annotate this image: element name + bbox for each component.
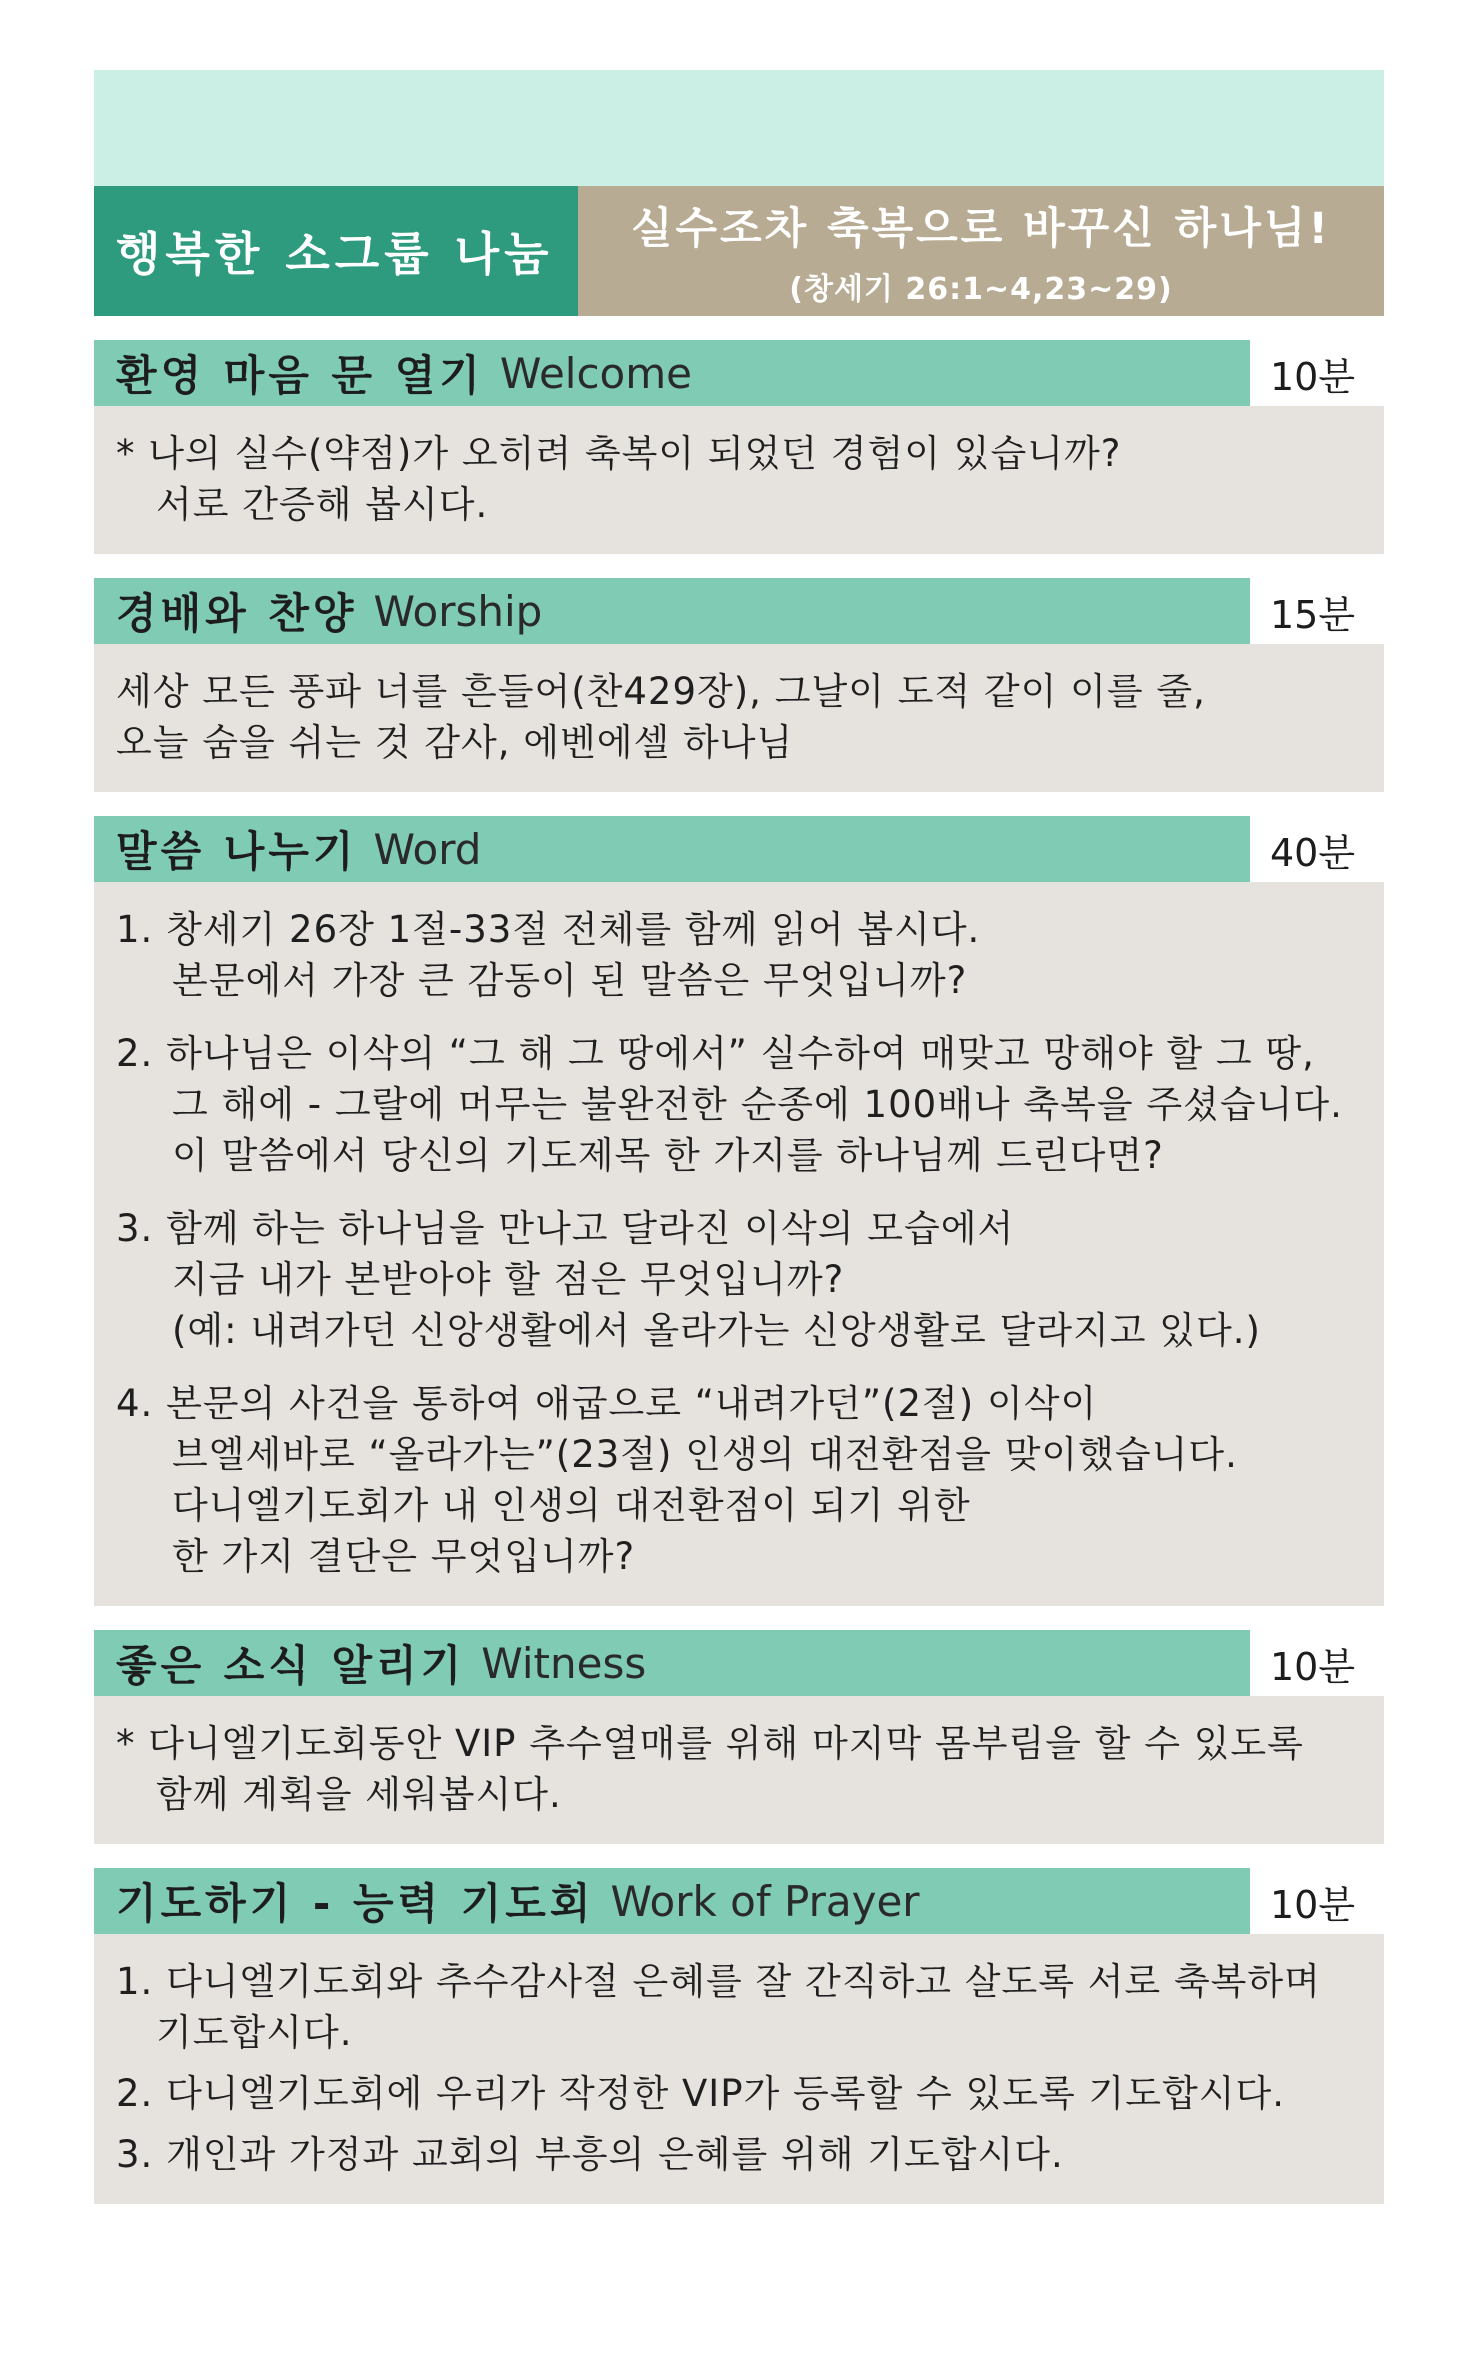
item-line: 브엘세바로 “올라가는”(23절) 인생의 대전환점을 맞이했습니다. <box>172 1433 1238 1476</box>
item-line: 본문에서 가장 큰 감동이 된 말씀은 무엇입니까? <box>172 959 968 1002</box>
section-title-en: Work of Prayer <box>610 1876 920 1926</box>
item-first-line: 2. 다니엘기도회에 우리가 작정한 VIP가 등록할 수 있도록 기도합시다. <box>116 2072 1285 2115</box>
body-line: 서로 간증해 봅시다. <box>156 483 489 526</box>
section-title-en: Word <box>373 824 482 874</box>
section-body <box>94 644 1384 792</box>
item-first-line: 4. 본문의 사건을 통하여 애굽으로 “내려가던”(2절) 이삭이 <box>116 1382 1098 1425</box>
item-line: 지금 내가 본받아야 할 점은 무엇입니까? <box>172 1258 845 1301</box>
section-title-bar <box>94 1630 1250 1696</box>
section-witness <box>94 1630 1384 1844</box>
section-time: 10분 <box>1270 1882 1356 1927</box>
section-title-bar <box>94 578 1250 644</box>
list-item <box>116 1028 1362 1181</box>
section-worship <box>94 578 1384 792</box>
list-item <box>116 2068 1362 2119</box>
body-line: 오늘 숨을 쉬는 것 감사, 에벤에셀 하나님 <box>116 721 794 764</box>
section-header <box>94 578 1384 644</box>
list-item <box>116 1378 1362 1582</box>
section-welcome <box>94 340 1384 554</box>
section-title-en: Welcome <box>499 348 692 398</box>
sermon-title: 실수조차 축복으로 바꾸신 하나님! <box>630 203 1332 254</box>
list-item <box>116 1956 1362 2058</box>
section-header <box>94 1868 1384 1934</box>
section-time: 10분 <box>1270 354 1356 399</box>
list-item <box>116 1203 1362 1356</box>
item-line: 다니엘기도회가 내 인생의 대전환점이 되기 위한 <box>172 1484 971 1527</box>
body-line: * 다니엘기도회동안 VIP 추수열매를 위해 마지막 몸부림을 할 수 있도록 <box>116 1722 1304 1765</box>
small-group-sheet <box>94 70 1384 2204</box>
item-line: 기도합시다. <box>156 2011 353 2054</box>
section-time: 40분 <box>1270 830 1356 875</box>
section-title-ko: 환영 마음 문 열기 <box>116 351 484 400</box>
list-item <box>116 904 1362 1006</box>
section-prayer <box>94 1868 1384 2204</box>
section-body <box>94 406 1384 554</box>
body-line: * 나의 실수(약점)가 오히려 축복이 되었던 경험이 있습니까? <box>116 432 1122 475</box>
section-title-ko: 경배와 찬양 <box>116 589 358 638</box>
section-title-bar <box>94 1868 1250 1934</box>
section-title-bar <box>94 340 1250 406</box>
section-title-ko: 말씀 나누기 <box>116 827 358 876</box>
body-line: 세상 모든 풍파 너를 흔들어(찬429장), 그날이 도적 같이 이를 줄, <box>116 670 1206 713</box>
section-time: 10분 <box>1270 1644 1356 1689</box>
section-header <box>94 1630 1384 1696</box>
section-title-bar <box>94 816 1250 882</box>
item-line: 그 해에 - 그랄에 머무는 불완전한 순종에 100배나 축복을 주셨습니다. <box>172 1083 1343 1126</box>
list-item <box>116 2129 1362 2180</box>
section-word <box>94 816 1384 1606</box>
section-time: 15분 <box>1270 592 1356 637</box>
header-right <box>578 186 1384 316</box>
item-first-line: 1. 다니엘기도회와 추수감사절 은혜를 잘 간직하고 살도록 서로 축복하며 <box>116 1960 1321 2003</box>
item-first-line: 3. 함께 하는 하나님을 만나고 달라진 이삭의 모습에서 <box>116 1207 1015 1250</box>
item-line: (예: 내려가던 신앙생활에서 올라가는 신앙생활로 달라지고 있다.) <box>172 1309 1261 1352</box>
header-left-title: 행복한 소그룹 나눔 <box>94 186 578 316</box>
item-first-line: 2. 하나님은 이삭의 “그 해 그 땅에서” 실수하여 매맞고 망해야 할 그 땅, <box>116 1032 1315 1075</box>
header <box>94 186 1384 316</box>
section-body <box>94 1696 1384 1844</box>
section-title-ko: 기도하기 - 능력 기도회 <box>116 1879 595 1928</box>
body-line: 함께 계획을 세워봅시다. <box>156 1773 562 1816</box>
top-color-band <box>94 70 1384 186</box>
item-first-line: 3. 개인과 가정과 교회의 부흥의 은혜를 위해 기도합시다. <box>116 2133 1064 2176</box>
section-header <box>94 340 1384 406</box>
scripture-reference: (창세기 26:1~4,23~29) <box>789 271 1173 307</box>
item-first-line: 1. 창세기 26장 1절-33절 전체를 함께 읽어 봅시다. <box>116 908 981 951</box>
item-line: 한 가지 결단은 무엇입니까? <box>172 1535 636 1578</box>
section-body <box>94 1934 1384 2204</box>
section-title-en: Worship <box>373 586 543 636</box>
section-title-ko: 좋은 소식 알리기 <box>116 1641 466 1690</box>
section-header <box>94 816 1384 882</box>
section-title-en: Witness <box>481 1638 647 1688</box>
section-body <box>94 882 1384 1606</box>
item-line: 이 말씀에서 당신의 기도제목 한 가지를 하나님께 드린다면? <box>172 1134 1164 1177</box>
